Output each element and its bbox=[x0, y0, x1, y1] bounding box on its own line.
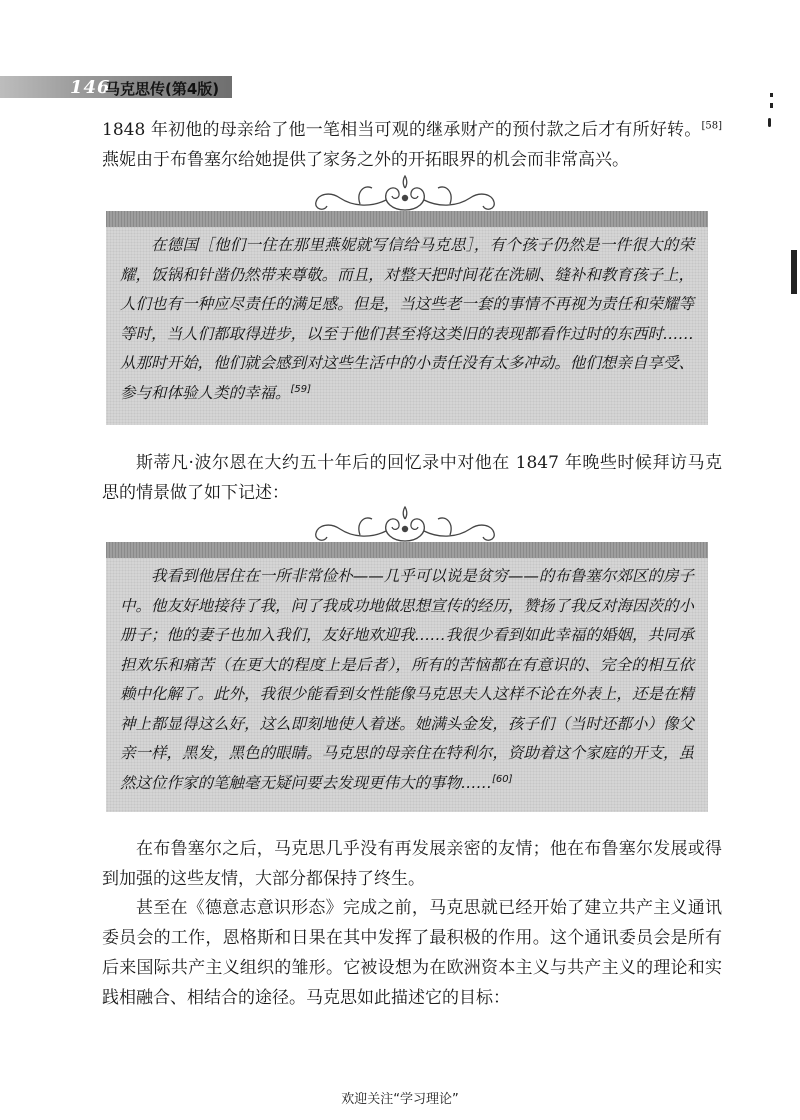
running-header bbox=[0, 76, 232, 98]
margin-mark-bracket bbox=[768, 118, 771, 127]
block-quote-1-text bbox=[120, 231, 694, 408]
book-title: 马克思传(第4版) bbox=[105, 80, 220, 98]
margin-mark-bar bbox=[791, 250, 797, 294]
footnote-ref-58: [58] bbox=[701, 120, 722, 132]
paragraph-1 bbox=[102, 115, 722, 175]
block-quote-2-text bbox=[120, 562, 694, 798]
block-quote-1 bbox=[106, 211, 708, 425]
paragraph-4: 甚至在《德意志意识形态》完成之前，马克思就已经开始了建立共产主义通讯委员会的工作，恩格斯和日果在其中发挥了最积极的作用。这个通讯委员会是所有后来国际共产主义组织的雏形。它被设想为在欧洲资本主义与共产主义的理论和实践相融合、相结合的途径。马克思如此描述它的目标： bbox=[102, 898, 722, 1008]
margin-mark-dot bbox=[770, 103, 773, 108]
block-quote-1-body: 在德国［他们一住在那里燕妮就写信给马克思］，有个孩子仍然是一件很大的荣耀，饭锅和针凿仍然带来尊敬。而且，对整天把时间花在洗刷、缝补和教育孩子上，人们也有一种应尽责任的满足感。但是，当这些老一套的事情不再视为责任和荣耀等等时，当人们都取得进步，以至于他们甚至将这类旧的表现都看作过时的东西时……从那时开始，他们就会感到对这些生活中的小责任没有太多冲动。他们想亲自享受、参与和体验人类的幸福。 bbox=[120, 236, 694, 402]
paragraph-2: 斯蒂凡·波尔恩在大约五十年后的回忆录中对他在 1847 年晚些时候拜访马克思的情景做了如下记述： bbox=[102, 453, 722, 503]
paragraph-1-tail: 燕妮由于布鲁塞尔给她提供了家务之外的开拓眼界的机会而非常高兴。 bbox=[102, 150, 629, 170]
quote-band bbox=[106, 542, 708, 558]
paragraph-3: 在布鲁塞尔之后，马克思几乎没有再发展亲密的友情；他在布鲁塞尔发展或得到加强的这些友情，大部分都保持了终生。 bbox=[102, 839, 722, 889]
paragraph-1-text: 1848 年初他的母亲给了他一笔相当可观的继承财产的预付款之后才有所好转。 bbox=[102, 120, 702, 140]
footnote-ref-60: [60] bbox=[492, 773, 513, 785]
page-number: 146 bbox=[70, 77, 111, 98]
block-quote-2-body: 我看到他居住在一所非常俭朴——几乎可以说是贫穷——的布鲁塞尔郊区的房子中。他友好地接待了我，问了我成功地做思想宣传的经历，赞扬了我反对海因茨的小册子；他的妻子也加入我们，友好地欢迎我……我很少看到如此幸福的婚姻，共同承担欢乐和痛苦（在更大的程度上是后者），所有的苦恼都在有意识的、完全的相互依赖中化解了。此外，我很少能看到女性能像马克思夫人这样不论在外表上，还是在精神上都显得这么好，这么即刻地使人着迷。她满头金发，孩子们（当时还都小）像父亲一样，黑发，黑色的眼睛。马克思的母亲住在特利尔，资助着这个家庭的开支，虽然这位作家的笔触毫无疑问要去发现更伟大的事物…… bbox=[120, 567, 694, 792]
footnote-ref-59: [59] bbox=[290, 383, 312, 395]
margin-mark-dot bbox=[770, 93, 773, 97]
footer-note: 欢迎关注“学习理论” bbox=[341, 1092, 459, 1107]
quote-band bbox=[106, 211, 708, 227]
block-quote-2 bbox=[106, 542, 708, 812]
